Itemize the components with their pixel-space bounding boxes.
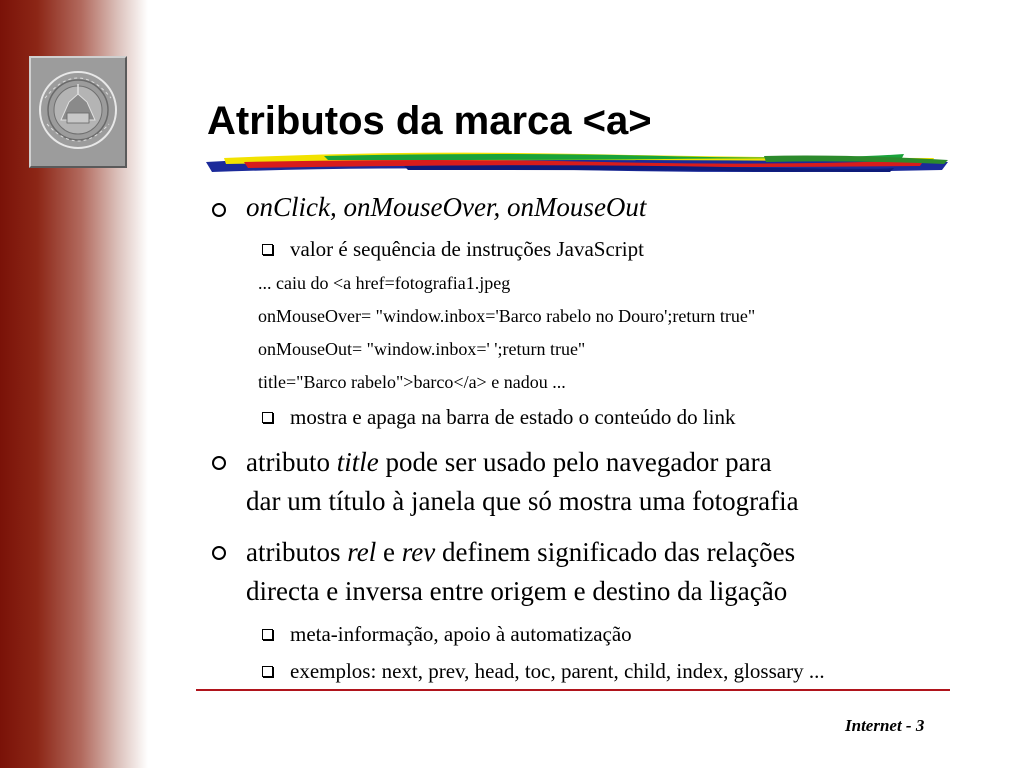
bullet-event-attributes: onClick, onMouseOver, onMouseOut — [246, 192, 647, 222]
bullet-square-icon — [262, 412, 273, 423]
bullet-rel-rev: atributos rel e rev definem significado das relações — [246, 537, 796, 567]
sub-item-meta-info: meta-informação, apoio à automatização — [290, 622, 632, 646]
footer-divider — [196, 689, 950, 691]
code-line: ... caiu do <a href=fotografia1.jpeg — [258, 273, 511, 293]
bullet-rel-rev-line2: directa e inversa entre origem e destino da ligação — [246, 576, 788, 606]
sub-item-status-bar: mostra e apaga na barra de estado o conteúdo do link — [290, 405, 736, 429]
code-line: onMouseOut= "window.inbox=' ';return true" — [258, 339, 586, 359]
slide-footer: Internet - 3 — [845, 716, 925, 735]
sub-item-javascript: valor é sequência de instruções JavaScript — [290, 237, 644, 261]
bullet-square-icon — [262, 629, 273, 640]
bullet-circle-icon — [212, 546, 226, 560]
code-line: title="Barco rabelo">barco</a> e nadou ... — [258, 372, 566, 392]
bullet-circle-icon — [212, 203, 226, 217]
bullet-title-attribute: atributo title pode ser usado pelo navegador para — [246, 447, 772, 477]
bullet-title-attribute-line2: dar um título à janela que só mostra uma fotografia — [246, 486, 799, 516]
code-line: onMouseOver= "window.inbox='Barco rabelo no Douro';return true" — [258, 306, 756, 326]
bullet-circle-icon — [212, 456, 226, 470]
bullet-square-icon — [262, 666, 273, 677]
bullet-square-icon — [262, 244, 273, 255]
decorative-brush-stroke — [204, 150, 950, 178]
sub-item-examples: exemplos: next, prev, head, toc, parent, child, index, glossary ... — [290, 659, 825, 683]
university-seal-logo — [29, 56, 127, 168]
slide-title: Atributos da marca <a> — [207, 99, 652, 143]
